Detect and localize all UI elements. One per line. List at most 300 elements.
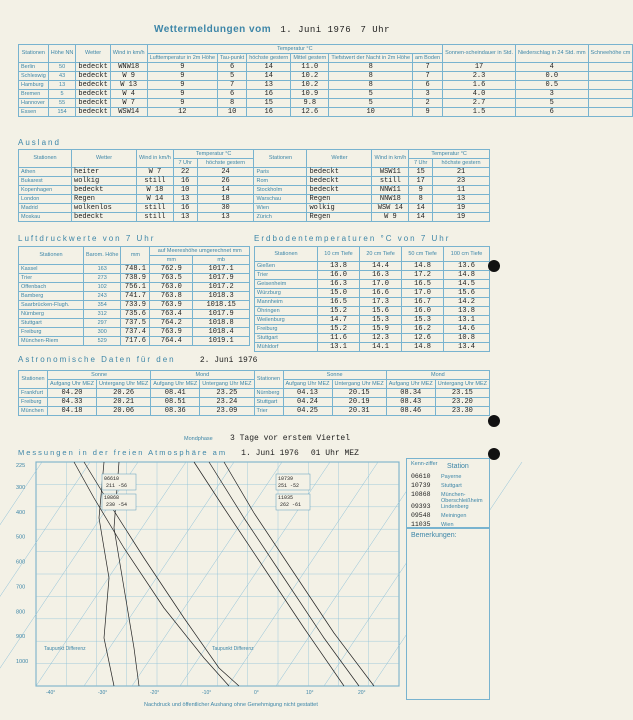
table-cell: 20.31 (332, 407, 386, 416)
table-row (19, 177, 490, 186)
table-cell: 10 (173, 186, 197, 195)
table-cell: 16.7 (402, 298, 444, 307)
station-name: Wien (441, 522, 454, 528)
table-cell: 2.7 (443, 99, 516, 108)
table-cell: 17.0 (360, 280, 402, 289)
table-cell: 0.5 (515, 81, 588, 90)
station-box-text: 230 -54 (106, 502, 128, 508)
table-cell: 17.3 (360, 298, 402, 307)
station-label: Station (447, 463, 469, 470)
table-cell: 10 (218, 108, 247, 117)
table-cell: 16.6 (360, 289, 402, 298)
table-cell: Wien (254, 204, 307, 213)
table-row (19, 274, 250, 283)
table-cell: Warschau (254, 195, 307, 204)
table-cell: 22 (173, 168, 197, 177)
table-cell: 763.8 (150, 292, 193, 301)
table-cell: Paris (254, 168, 307, 177)
table-cell: W 7 (137, 168, 174, 177)
aero-title: Messungen in der freien Atmosphäre am 1. Juni 1976 01 Uhr MEZ (18, 448, 359, 458)
col-header: Mond (151, 371, 254, 380)
table-cell: 1019.1 (193, 337, 250, 346)
table-cell: Würzburg (255, 289, 318, 298)
table-row (255, 343, 490, 352)
col-header: 100 cm Tiefe (444, 247, 490, 262)
y-tick-label: 225 (16, 463, 26, 469)
table-cell: 3 (515, 90, 588, 99)
station-box-text: 11035 (278, 495, 294, 501)
table-cell: 55 (48, 99, 76, 108)
table-cell: 163 (84, 265, 121, 274)
table-cell: 9.8 (291, 99, 329, 108)
table-cell: Bukarest (19, 177, 72, 186)
table-cell: 13 (433, 195, 490, 204)
table-row (19, 90, 633, 99)
table-cell: 14.8 (444, 271, 490, 280)
table-cell: 13.1 (444, 316, 490, 325)
table-cell: 312 (84, 310, 121, 319)
table-cell: 763.9 (150, 328, 193, 337)
table-cell: 1017.9 (193, 310, 250, 319)
table-cell: bedeckt (76, 90, 110, 99)
table-cell: 08.36 (151, 407, 200, 416)
aero-date: 1. Juni 1976 (241, 449, 299, 458)
table-cell: Weilenburg (255, 316, 318, 325)
table-cell: 6 (413, 81, 443, 90)
col-header: Stationen (255, 247, 318, 262)
table-cell (588, 108, 633, 117)
table-cell: 737.5 (121, 319, 150, 328)
table-cell: 1017.9 (193, 274, 250, 283)
table-cell: WNW18 (110, 63, 147, 72)
table-row (255, 307, 490, 316)
table-cell: heiter (72, 168, 137, 177)
table-cell: 14 (247, 63, 291, 72)
table-cell: 12.6 (402, 334, 444, 343)
table-row (19, 63, 633, 72)
punch-hole (488, 448, 500, 460)
col-header: Stationen (19, 247, 84, 265)
table-row (255, 271, 490, 280)
col-header: Aufgang Uhr MEZ (283, 380, 332, 389)
table-cell: 13 (247, 81, 291, 90)
table-cell: 14.8 (402, 343, 444, 352)
table-cell: wolkig (72, 177, 137, 186)
table-cell: Regen (307, 195, 372, 204)
table-cell: Freiburg (255, 325, 318, 334)
table-cell: Nürnberg (254, 389, 283, 398)
table-cell: 14.2 (444, 298, 490, 307)
table-cell: 764.4 (150, 337, 193, 346)
table-cell: 5 (329, 99, 413, 108)
station-name: Lindenberg (441, 504, 469, 510)
station-box-text: 10868 (104, 495, 120, 501)
table-cell: 9 (413, 108, 443, 117)
punch-hole (488, 415, 500, 427)
station-code: 11035 (411, 521, 431, 528)
col-header: Untergang Uhr MEZ (332, 380, 386, 389)
table-cell: 735.6 (121, 310, 150, 319)
table-row (19, 319, 250, 328)
table-cell: 13 (173, 213, 197, 222)
table-row (19, 204, 490, 213)
table-cell: 8 (329, 81, 413, 90)
astro-title: Astronomische Daten für den 2. Juni 1976 (18, 355, 258, 365)
table-cell: 11.0 (291, 63, 329, 72)
station-code: 10868 (411, 491, 431, 498)
table-cell: WSW14 (110, 108, 147, 117)
table-cell: 16.3 (360, 271, 402, 280)
table-cell: 1017.1 (193, 265, 250, 274)
table-cell: 1018.4 (193, 328, 250, 337)
table-cell: W 9 (110, 72, 147, 81)
table-cell: W 18 (137, 186, 174, 195)
table-cell: 12.3 (360, 334, 402, 343)
table-cell: Bremen (19, 90, 49, 99)
table-cell: 43 (48, 72, 76, 81)
table-cell: 14 (247, 72, 291, 81)
x-tick-label: -30° (98, 690, 108, 696)
table-cell: W 13 (110, 81, 147, 90)
col-header: Aufgang Uhr MEZ (151, 380, 200, 389)
table-row (19, 213, 490, 222)
table-cell: 23.20 (435, 398, 489, 407)
table-cell: 04.24 (283, 398, 332, 407)
col-header: Untergang Uhr MEZ (200, 380, 254, 389)
table-row (19, 292, 250, 301)
table-cell: bedeckt (76, 108, 110, 117)
col-header: Wind in km/h (137, 150, 174, 168)
temp-group-header: Temperatur °C (173, 150, 254, 159)
y-tick-label: 500 (16, 534, 26, 541)
table-cell: London (19, 195, 72, 204)
table-cell: 10 (329, 108, 413, 117)
table-row (19, 108, 633, 117)
table-cell: 04.13 (283, 389, 332, 398)
table-row (19, 186, 490, 195)
bemerkungen-label: Bemerkungen: (411, 532, 457, 539)
table-cell: 9 (147, 90, 217, 99)
table-row (19, 81, 633, 90)
table-cell: 14 (409, 213, 433, 222)
table-cell: 10.8 (444, 334, 490, 343)
table-cell: 23.30 (435, 407, 489, 416)
table-row (19, 265, 250, 274)
table-cell: 7 (413, 63, 443, 72)
y-tick-label: 400 (16, 509, 26, 516)
table-cell: 15.6 (444, 289, 490, 298)
table-cell: 23.15 (435, 389, 489, 398)
table-row (19, 72, 633, 81)
table-cell: Öhringen (255, 307, 318, 316)
table-cell: wolkenlos (72, 204, 137, 213)
table-cell: 16 (173, 177, 197, 186)
station-box-text: 262 -61 (280, 502, 302, 508)
table-cell: 08.51 (151, 398, 200, 407)
report-time: 7 Uhr (360, 25, 390, 35)
table-cell: 08.41 (151, 389, 200, 398)
table-cell: 14.5 (444, 280, 490, 289)
station-name: Stuttgart (441, 483, 462, 489)
col-header: Mittel gestern (291, 54, 329, 63)
table-cell: 13.8 (444, 307, 490, 316)
station-box-text: 10739 (278, 476, 294, 482)
x-tick-label: -40° (46, 690, 56, 696)
table-cell: bedeckt (76, 72, 110, 81)
weather-report-sheet (14, 0, 631, 720)
table-cell: 9 (147, 81, 217, 90)
table-cell: NNW11 (372, 186, 409, 195)
table-cell: 23 (433, 177, 490, 186)
col-header: Tau-punkt (218, 54, 247, 63)
y-tick-label: 700 (16, 584, 26, 591)
table-row (255, 325, 490, 334)
table-cell: 20.26 (97, 389, 151, 398)
table-cell: 11.6 (318, 334, 360, 343)
station-box-text: 211 -56 (106, 483, 128, 489)
aero-diagram (14, 458, 404, 698)
table-cell: 13.6 (444, 262, 490, 271)
table-cell: 14.8 (402, 262, 444, 271)
table-cell: W 7 (110, 99, 147, 108)
table-cell: Trier (255, 271, 318, 280)
col-header: Wind in km/h (372, 150, 409, 168)
table-cell: 7 (413, 72, 443, 81)
x-tick-label: -20° (150, 690, 160, 696)
table-cell: 15 (247, 99, 291, 108)
table-cell: Freiburg (19, 328, 84, 337)
table-cell: bedeckt (307, 186, 372, 195)
table-cell: 8 (329, 63, 413, 72)
table-cell: 15.2 (318, 325, 360, 334)
col-header: Sonnen-scheindauer in Std. (443, 45, 516, 63)
luftdruck-table (18, 246, 250, 346)
table-cell: 5 (218, 72, 247, 81)
table-cell: 20.19 (332, 398, 386, 407)
table-cell (588, 63, 633, 72)
table-cell: 354 (84, 301, 121, 310)
table-cell: bedeckt (307, 168, 372, 177)
table-cell: 9 (409, 186, 433, 195)
table-cell: 8 (218, 99, 247, 108)
table-cell: 4.0 (443, 90, 516, 99)
table-cell (588, 90, 633, 99)
table-cell: bedeckt (76, 81, 110, 90)
table-cell: 6 (218, 63, 247, 72)
table-row (19, 310, 250, 319)
table-cell (588, 72, 633, 81)
col-header: 7 Uhr (409, 159, 433, 168)
table-cell: 18 (197, 195, 254, 204)
ausland-table (18, 149, 490, 222)
mondphase-label: Mondphase (184, 436, 213, 442)
table-cell: still (372, 177, 409, 186)
table-cell: 12 (147, 108, 217, 117)
table-row (19, 283, 250, 292)
table-cell: 2 (413, 99, 443, 108)
table-cell: 08.34 (386, 389, 435, 398)
col-header: mb (193, 256, 250, 265)
table-cell: 16.3 (318, 280, 360, 289)
table-cell: 6 (218, 90, 247, 99)
table-cell: 741.7 (121, 292, 150, 301)
erdboden-table (254, 246, 490, 352)
aero-time: 01 Uhr MEZ (310, 449, 359, 458)
table-cell: bedeckt (72, 213, 137, 222)
report-date: 1. Juni 1976 (280, 25, 352, 35)
table-cell: 16.5 (402, 280, 444, 289)
table-cell: 738.9 (121, 274, 150, 283)
table-cell: Zürich (254, 213, 307, 222)
table-cell: Regen (307, 213, 372, 222)
table-cell: 14.4 (360, 262, 402, 271)
table-cell: 14.7 (318, 316, 360, 325)
table-cell: 748.1 (121, 265, 150, 274)
astro-table (18, 370, 490, 416)
table-cell: Trier (254, 407, 283, 416)
table-cell: 16.0 (318, 271, 360, 280)
table-cell: 14.1 (360, 343, 402, 352)
table-cell: W 14 (137, 195, 174, 204)
table-cell: Athen (19, 168, 72, 177)
table-cell: 16 (173, 204, 197, 213)
table-cell: Regen (72, 195, 137, 204)
col-header: Untergang Uhr MEZ (435, 380, 489, 389)
col-header: Wetter (76, 45, 110, 63)
table-cell: 1018.3 (193, 292, 250, 301)
taupunkt-label: Taupunkt Differenz (44, 646, 86, 652)
table-cell: Saarbrücken-Flugh. (19, 301, 84, 310)
table-cell: 8 (329, 72, 413, 81)
table-cell: 9 (147, 99, 217, 108)
col-header: Barom. Höhe (84, 247, 121, 265)
table-cell: Nürnberg (19, 310, 84, 319)
station-code: 10739 (411, 482, 431, 489)
table-cell: 1017.2 (193, 283, 250, 292)
station-name: Meiningen (441, 513, 467, 519)
table-cell: 21 (433, 168, 490, 177)
col-header: Wetter (307, 150, 372, 168)
table-cell: 50 (48, 63, 76, 72)
table-row (19, 301, 250, 310)
table-cell: NNW18 (372, 195, 409, 204)
table-cell: 23.09 (200, 407, 254, 416)
col-header: Stationen (19, 45, 49, 63)
table-cell: 11 (433, 186, 490, 195)
table-cell: 15.9 (360, 325, 402, 334)
col-header: Höhe NN (48, 45, 76, 63)
col-header: 50 cm Tiefe (402, 247, 444, 262)
temp-group-header: Temperatur °C (147, 45, 443, 54)
table-cell: bedeckt (307, 177, 372, 186)
table-cell: 10.2 (291, 81, 329, 90)
table-cell: 762.9 (150, 265, 193, 274)
table-cell: 273 (84, 274, 121, 283)
table-cell: Gießen (255, 262, 318, 271)
table-cell: 5 (329, 90, 413, 99)
table-cell: Schleswig (19, 72, 49, 81)
domestic-weather-table (18, 44, 633, 117)
temp-group-header: Temperatur °C (409, 150, 490, 159)
col-header: Aufgang Uhr MEZ (48, 380, 97, 389)
table-cell: Madrid (19, 204, 72, 213)
table-cell: 717.6 (121, 337, 150, 346)
table-cell: 14 (197, 186, 254, 195)
taupunkt-label: Taupunkt Differenz (212, 646, 254, 652)
table-cell: Stuttgart (19, 319, 84, 328)
station-box-text: 251 -52 (278, 483, 300, 489)
table-cell: München-Riem (19, 337, 84, 346)
table-cell: W 9 (372, 213, 409, 222)
col-header: auf Meereshöhe umgerechnet mm (150, 247, 250, 256)
col-header: Sonne (283, 371, 386, 380)
table-cell: 9 (147, 72, 217, 81)
table-cell: 04.18 (48, 407, 97, 416)
table-cell: 16.2 (402, 325, 444, 334)
table-cell: Geisenheim (255, 280, 318, 289)
luftdruck-title: Luftdruckwerte von 7 Uhr (18, 234, 156, 243)
table-cell: 14 (409, 204, 433, 213)
station-box-text: 06610 (104, 476, 120, 482)
x-tick-label: 10° (306, 690, 314, 696)
table-row (19, 337, 250, 346)
table-cell: 10.2 (291, 72, 329, 81)
table-cell: still (137, 204, 174, 213)
table-cell: 1018.15 (193, 301, 250, 310)
table-cell: Essen (19, 108, 49, 117)
table-cell: 763.4 (150, 310, 193, 319)
table-cell: 243 (84, 292, 121, 301)
table-cell: still (137, 177, 174, 186)
table-cell: 20.15 (332, 389, 386, 398)
table-row (255, 262, 490, 271)
table-cell: WSW11 (372, 168, 409, 177)
table-cell: 23.25 (200, 389, 254, 398)
table-cell: 16 (247, 108, 291, 117)
station-code: 09548 (411, 512, 431, 519)
table-row (255, 298, 490, 307)
table-cell: 733.9 (121, 301, 150, 310)
table-cell: Mühldorf (255, 343, 318, 352)
col-header: Wind in km/h (110, 45, 147, 63)
col-header: 7 Uhr (173, 159, 197, 168)
station-name: München-Oberschleißheim (441, 492, 483, 504)
table-cell: 17.2 (402, 271, 444, 280)
table-cell: 4 (515, 63, 588, 72)
col-header: 20 cm Tiefe (360, 247, 402, 262)
station-legend (406, 458, 490, 528)
col-header: Mond (386, 371, 489, 380)
table-cell: 737.4 (121, 328, 150, 337)
table-cell: 24 (197, 168, 254, 177)
table-cell (588, 99, 633, 108)
station-name: Payerne (441, 474, 462, 480)
kenn-label: Kenn-ziffer (411, 461, 438, 467)
table-cell: 26 (197, 177, 254, 186)
table-cell: 17 (443, 63, 516, 72)
table-cell: Stockholm (254, 186, 307, 195)
table-cell: 1018.8 (193, 319, 250, 328)
table-cell: 13 (173, 195, 197, 204)
table-cell: 13 (197, 213, 254, 222)
table-cell: WSW 14 (372, 204, 409, 213)
table-cell: bedeckt (76, 63, 110, 72)
col-header: Stationen (19, 371, 48, 389)
table-cell: 8 (409, 195, 433, 204)
y-tick-label: 800 (16, 609, 26, 616)
report-title: Wettermeldungen vom 1. Juni 1976 7 Uhr (154, 24, 390, 35)
footer-note: Nachdruck und öffentlicher Aushang ohne Genehmigung nicht gestattet (144, 702, 318, 708)
